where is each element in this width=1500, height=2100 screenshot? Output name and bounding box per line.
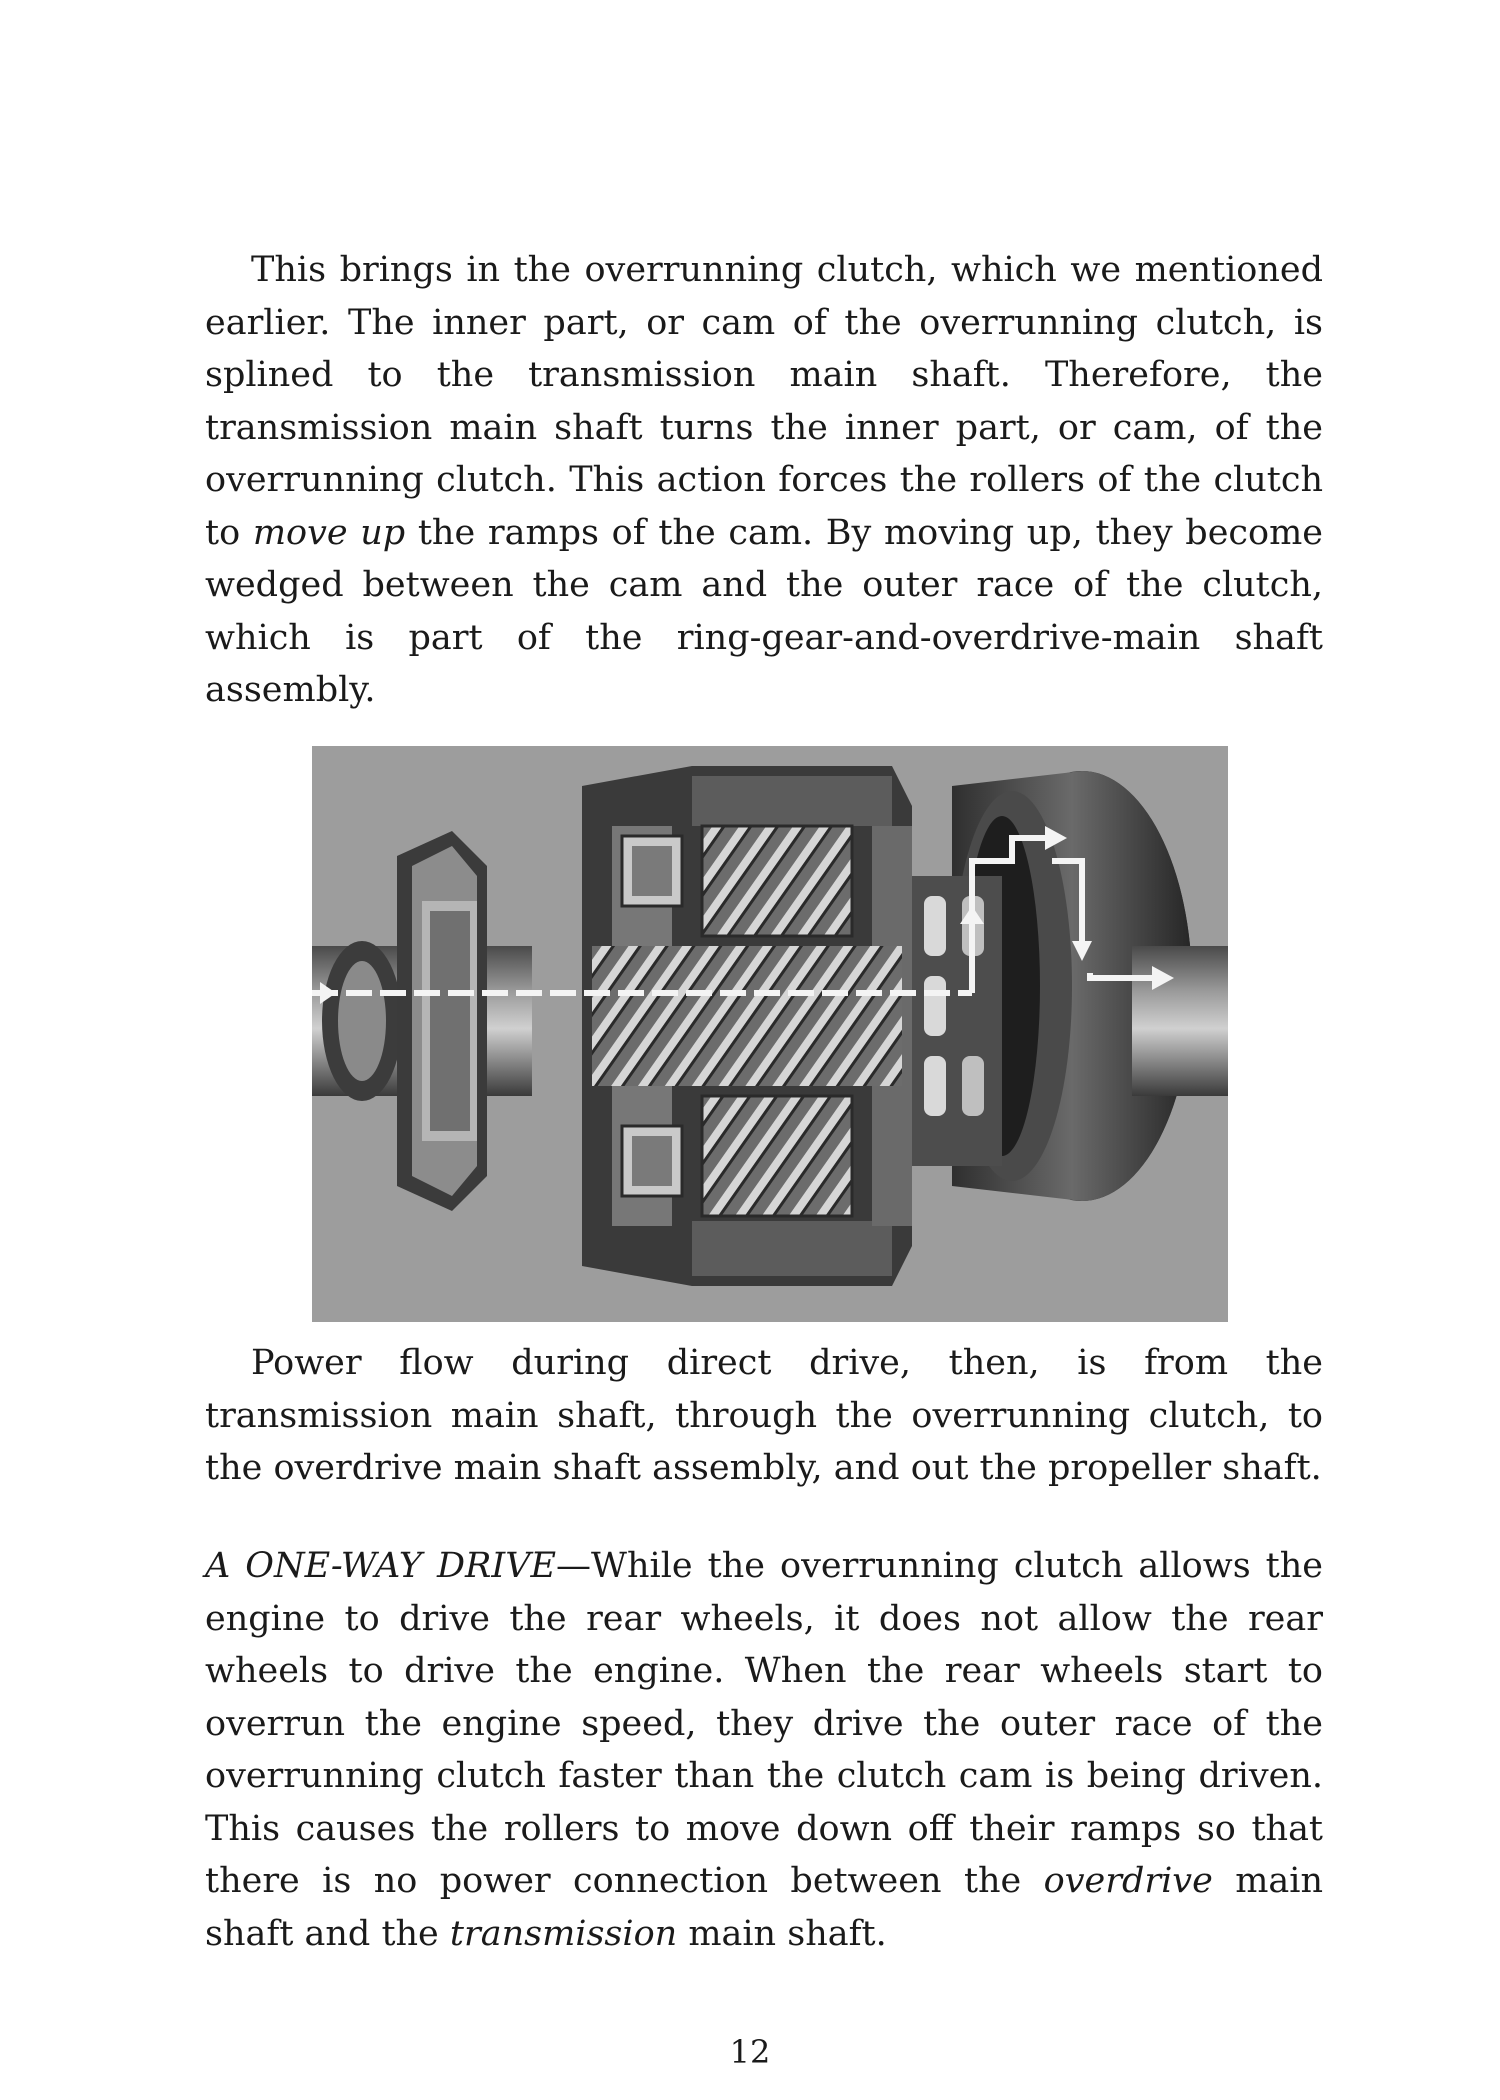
paragraph-one-way-drive: [205, 1540, 1323, 1960]
paragraph-power-flow: [205, 1337, 1323, 1495]
heading-dash: —: [556, 1546, 592, 1586]
propeller-shaft: [1132, 946, 1228, 1096]
one-way-drive-heading: A ONE-WAY DRIVE: [205, 1546, 557, 1586]
paragraph-overrunning-clutch: [205, 244, 1323, 717]
paragraph-3-text-b: main shaft and the: [205, 1861, 1323, 1954]
paragraph-3-emphasis-overdrive: overdrive: [1043, 1861, 1213, 1901]
paragraph-3-text-a: While the overrunning clutch allows the engine to drive the rear wheels, it does not allow the rear wheels to drive the engine. When the rear wheels start to overrun the engine speed, they drive the outer race of the overrunning clutch faster than the clutch cam is being driven. This causes the rollers to move down off their ramps so that there is no power connection between the: [205, 1546, 1323, 1901]
paragraph-1-emphasis: move up: [252, 512, 406, 553]
paragraph-2-text: Power flow during direct drive, then, is from the transmission main shaft, through the overrunning clutch, to the overdrive main shaft assembly, and out the propeller shaft.: [205, 1343, 1323, 1488]
paragraph-3-text-c: main shaft.: [677, 1913, 887, 1954]
page-number: 12: [729, 2033, 771, 2071]
overdrive-cutaway-illustration: [312, 746, 1228, 1322]
clutch-rollers: [912, 876, 1002, 1166]
paragraph-1-text-a: This brings in the overrunning clutch, which we mentioned earlier. The inner part, or cam of the overrunning clutch, is splined to the transmission main shaft. Therefore, the transmission main shaft turns the inner part, or cam, of the overrunning clutch. This action forces the rollers of the clutch to: [205, 250, 1323, 553]
flange-nut: [397, 831, 487, 1211]
paragraph-3-emphasis-transmission: transmission: [449, 1913, 678, 1954]
paragraph-1-text-b: the ramps of the cam. By moving up, they become wedged between the cam and the outer race of the clutch, which is part of the ring-gear-and-overdrive-main shaft assembly.: [205, 512, 1323, 710]
